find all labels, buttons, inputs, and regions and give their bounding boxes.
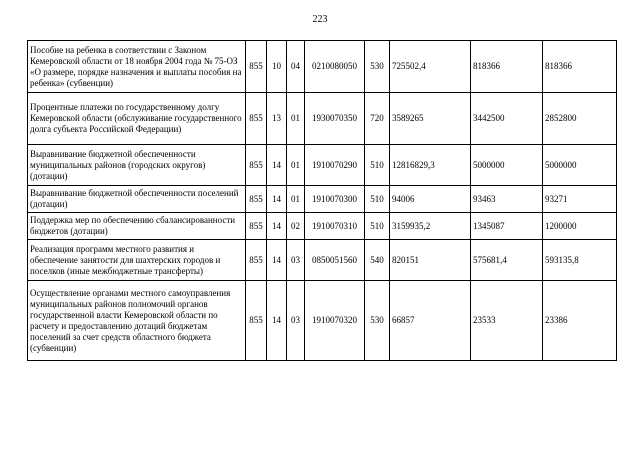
- subsection-code: 01: [287, 145, 305, 186]
- table-row: [28, 213, 617, 240]
- expense-type-code: 510: [365, 213, 390, 240]
- amount-1: 94006: [390, 186, 471, 213]
- section-code: 14: [267, 281, 287, 361]
- target-code: 1910070310: [305, 213, 365, 240]
- subsection-code: 02: [287, 213, 305, 240]
- section-code: 14: [267, 240, 287, 281]
- expense-type-code: 530: [365, 281, 390, 361]
- target-code: 1910070290: [305, 145, 365, 186]
- amount-3: 1200000: [543, 213, 617, 240]
- table-row: [28, 93, 617, 145]
- target-code: 1910070300: [305, 186, 365, 213]
- table-row: [28, 41, 617, 93]
- amount-3: 5000000: [543, 145, 617, 186]
- amount-1: 3589265: [390, 93, 471, 145]
- amount-2: 818366: [471, 41, 543, 93]
- subsection-code: 01: [287, 93, 305, 145]
- table-row: [28, 240, 617, 281]
- subsection-code: 04: [287, 41, 305, 93]
- amount-2: 23533: [471, 281, 543, 361]
- expense-type-code: 720: [365, 93, 390, 145]
- ministry-code: 855: [246, 213, 267, 240]
- row-name: Выравнивание бюджетной обеспеченности поселений (дотации): [28, 186, 246, 213]
- ministry-code: 855: [246, 93, 267, 145]
- row-name: Осуществление органами местного самоуправления муниципальных районов полномочий органов государственной власти Кемеровской области по расчету и предоставлению дотаций бюджетам поселений за счет средств областного бюджета (субвенции): [28, 281, 246, 361]
- subsection-code: 01: [287, 186, 305, 213]
- amount-1: 66857: [390, 281, 471, 361]
- amount-3: 93271: [543, 186, 617, 213]
- table-row: [28, 145, 617, 186]
- amount-1: 725502,4: [390, 41, 471, 93]
- table-row: [28, 186, 617, 213]
- target-code: 0850051560: [305, 240, 365, 281]
- amount-1: 12816829,3: [390, 145, 471, 186]
- ministry-code: 855: [246, 240, 267, 281]
- budget-table: [27, 40, 617, 361]
- section-code: 14: [267, 186, 287, 213]
- amount-2: 3442500: [471, 93, 543, 145]
- expense-type-code: 540: [365, 240, 390, 281]
- amount-3: 818366: [543, 41, 617, 93]
- target-code: 1910070320: [305, 281, 365, 361]
- row-name: Поддержка мер по обеспечению сбалансированности бюджетов (дотации): [28, 213, 246, 240]
- target-code: 1930070350: [305, 93, 365, 145]
- row-name: Реализация программ местного развития и обеспечение занятости для шахтерских городов и поселков (иные межбюджетные трансферты): [28, 240, 246, 281]
- ministry-code: 855: [246, 41, 267, 93]
- expense-type-code: 510: [365, 145, 390, 186]
- ministry-code: 855: [246, 186, 267, 213]
- amount-3: 2852800: [543, 93, 617, 145]
- table-row: [28, 281, 617, 361]
- section-code: 13: [267, 93, 287, 145]
- amount-1: 3159935,2: [390, 213, 471, 240]
- amount-2: 575681,4: [471, 240, 543, 281]
- section-code: 10: [267, 41, 287, 93]
- expense-type-code: 530: [365, 41, 390, 93]
- amount-2: 93463: [471, 186, 543, 213]
- amount-1: 820151: [390, 240, 471, 281]
- amount-3: 593135,8: [543, 240, 617, 281]
- target-code: 0210080050: [305, 41, 365, 93]
- row-name: Выравнивание бюджетной обеспеченности муниципальных районов (городских округов) (дотации): [28, 145, 246, 186]
- amount-2: 5000000: [471, 145, 543, 186]
- page-number: 223: [312, 14, 328, 25]
- row-name: Пособие на ребенка в соответствии с Законом Кемеровской области от 18 ноября 2004 года № 75-ОЗ «О размере, порядке назначения и выплаты пособия на ребенка» (субвенции): [28, 41, 246, 93]
- subsection-code: 03: [287, 281, 305, 361]
- ministry-code: 855: [246, 281, 267, 361]
- expense-type-code: 510: [365, 186, 390, 213]
- amount-2: 1345087: [471, 213, 543, 240]
- amount-3: 23386: [543, 281, 617, 361]
- section-code: 14: [267, 213, 287, 240]
- section-code: 14: [267, 145, 287, 186]
- ministry-code: 855: [246, 145, 267, 186]
- subsection-code: 03: [287, 240, 305, 281]
- row-name: Процентные платежи по государственному долгу Кемеровской области (обслуживание государственного долга субъекта Российской Федерации): [28, 93, 246, 145]
